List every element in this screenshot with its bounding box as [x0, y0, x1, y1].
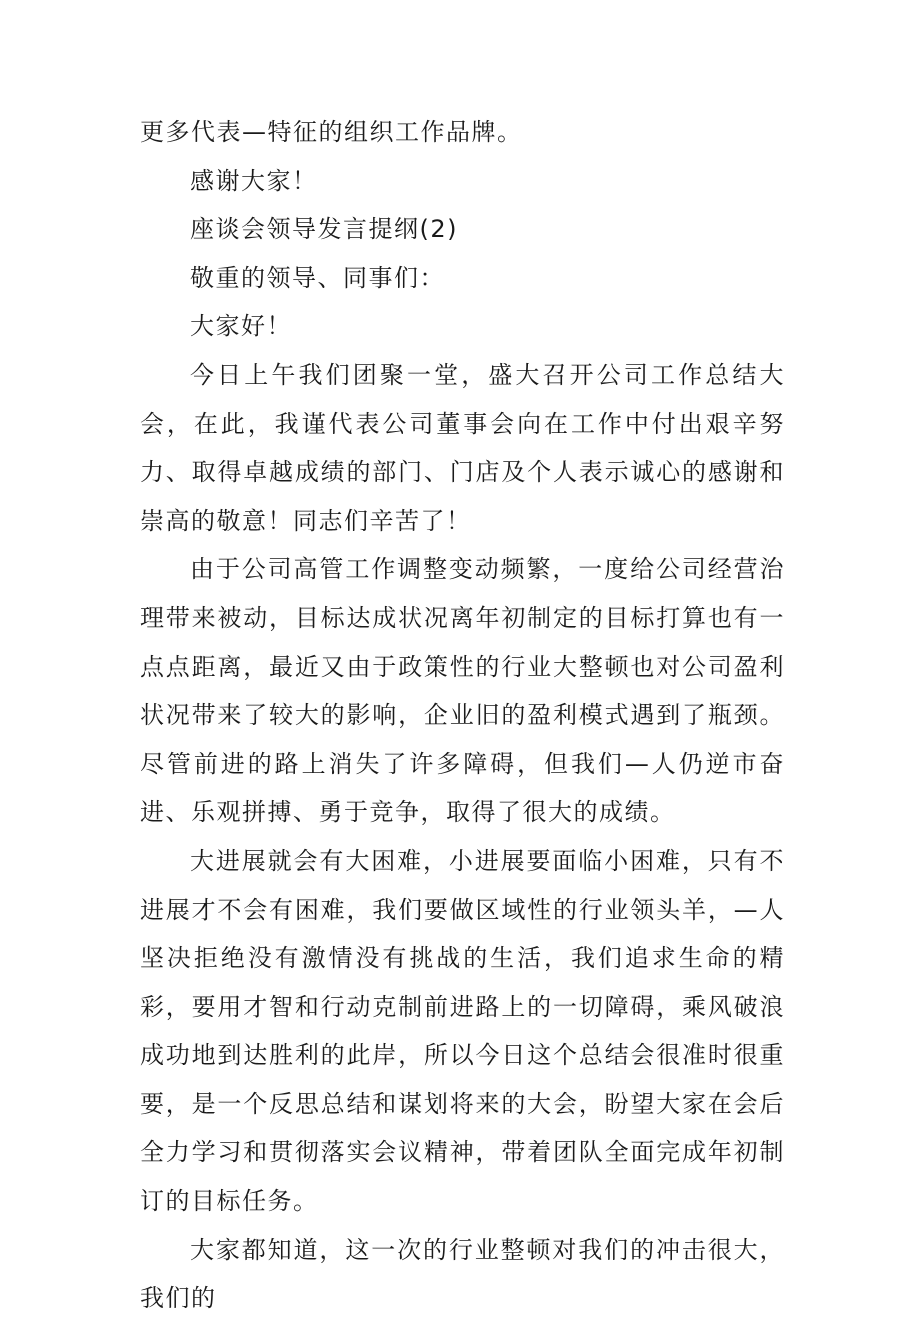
paragraph-thanks: 感谢大家！ — [190, 166, 318, 195]
paragraph-salutation: 敬重的领导、同事们： — [190, 263, 445, 292]
paragraph-intro-tail: 更多代表—特征的组织工作品牌。 — [140, 118, 523, 146]
paragraph-body-3: 大进展就会有大困难，小进展要面临小困难，只有不进展才不会有困难，我们要做区域性的行业领头羊，—人坚决拒绝没有激情没有挑战的生活，我们追求生命的精彩，要用才智和行动克制前进路上的一切障碍，乘风破浪成功地到达胜利的此岸，所以今日这个总结会很准时很重要，是一个反思总结和谋划将来的大会，盼望大家在会后全力学习和贯彻落实会议精神，带着团队全面完成年初制订的目标任务。 — [140, 846, 785, 1216]
paragraph-body-1: 今日上午我们团聚一堂，盛大召开公司工作总结大会，在此，我谨代表公司董事会向在工作中付出艰辛努力、取得卓越成绩的部门、门店及个人表示诚心的感谢和崇高的敬意！同志们辛苦了！ — [140, 360, 785, 535]
section-title: 座谈会领导发言提纲(2) — [190, 215, 458, 244]
paragraph-body-2: 由于公司高管工作调整变动频繁，一度给公司经营治理带来被动，目标达成状况离年初制定的目标打算也有一点点距离，最近又由于政策性的行业大整顿也对公司盈利状况带来了较大的影响，企业旧的盈利模式遇到了瓶颈。尽管前进的路上消失了许多障碍，但我们—人仍逆市奋进、乐观拼搏、勇于竞争，取得了很大的成绩。 — [140, 555, 785, 827]
paragraph-greeting: 大家好！ — [190, 312, 292, 341]
document-body — [140, 108, 785, 1323]
paragraph-body-4: 大家都知道，这一次的行业整顿对我们的冲击很大，我们的 — [140, 1235, 785, 1313]
